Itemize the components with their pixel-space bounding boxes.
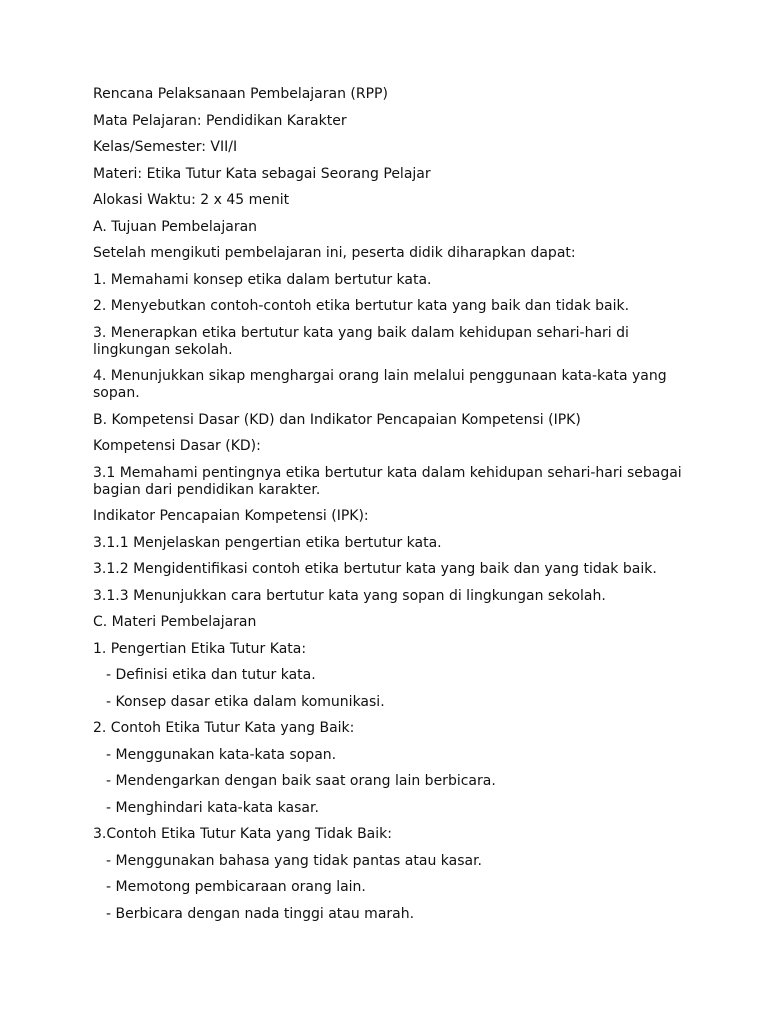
document-paragraph: C. Materi Pembelajaran xyxy=(93,614,257,630)
document-paragraph: 4. Menunjukkan sikap menghargai orang lain melalui penggunaan kata-kata yang sopan. xyxy=(93,368,672,401)
document-paragraph: 2. Contoh Etika Tutur Kata yang Baik: xyxy=(93,720,355,736)
list-sub-item: - Menggunakan bahasa yang tidak pantas atau kasar. xyxy=(106,852,483,869)
document-paragraph: 3.Contoh Etika Tutur Kata yang Tidak Baik: xyxy=(93,826,392,842)
document-paragraph: Setelah mengikuti pembelajaran ini, peserta didik diharapkan dapat: xyxy=(93,245,576,261)
document-paragraph: Kelas/Semester: VII/I xyxy=(93,139,238,155)
document-paragraph: 1. Memahami konsep etika dalam bertutur kata. xyxy=(93,271,432,288)
document-paragraph: Mata Pelajaran: Pendidikan Karakter xyxy=(93,112,347,129)
document-paragraph: Materi: Etika Tutur Kata sebagai Seorang Pelajar xyxy=(93,165,431,182)
list-sub-item: - Menggunakan kata-kata sopan. xyxy=(106,746,337,763)
list-sub-item: - Konsep dasar etika dalam komunikasi. xyxy=(106,693,385,710)
document-paragraph: Kompetensi Dasar (KD): xyxy=(93,438,261,454)
document-paragraph: 2. Menyebutkan contoh-contoh etika bertutur kata yang baik dan tidak baik. xyxy=(93,298,630,314)
document-paragraph: 3. Menerapkan etika bertutur kata yang baik dalam kehidupan sehari-hari di lingkungan sekolah. xyxy=(93,324,634,358)
list-sub-item: - Berbicara dengan nada tinggi atau marah. xyxy=(106,905,415,922)
document-paragraph: 1. Pengertian Etika Tutur Kata: xyxy=(93,640,307,657)
document-paragraph: 3.1.2 Mengidentifikasi contoh etika bertutur kata yang baik dan yang tidak baik. xyxy=(93,561,657,577)
document-paragraph: B. Kompetensi Dasar (KD) dan Indikator Pencapaian Kompetensi (IPK) xyxy=(93,411,581,428)
list-sub-item: - Menghindari kata-kata kasar. xyxy=(106,799,319,816)
document-page xyxy=(93,86,693,932)
document-paragraph: 3.1 Memahami pentingnya etika bertutur kata dalam kehidupan sehari-hari sebagai bagian dari pendidikan karakter. xyxy=(93,464,687,498)
document-paragraph: Alokasi Waktu: 2 x 45 menit xyxy=(93,192,290,208)
list-sub-item: - Definisi etika dan tutur kata. xyxy=(106,667,316,683)
document-paragraph: 3.1.3 Menunjukkan cara bertutur kata yang sopan di lingkungan sekolah. xyxy=(93,587,606,604)
document-paragraph: A. Tujuan Pembelajaran xyxy=(93,218,258,235)
document-paragraph: 3.1.1 Menjelaskan pengertian etika bertutur kata. xyxy=(93,534,442,551)
document-paragraph: Indikator Pencapaian Kompetensi (IPK): xyxy=(93,508,369,524)
document-paragraph: Rencana Pelaksanaan Pembelajaran (RPP) xyxy=(93,86,388,102)
list-sub-item: - Memotong pembicaraan orang lain. xyxy=(106,879,366,895)
list-sub-item: - Mendengarkan dengan baik saat orang lain berbicara. xyxy=(106,773,496,789)
